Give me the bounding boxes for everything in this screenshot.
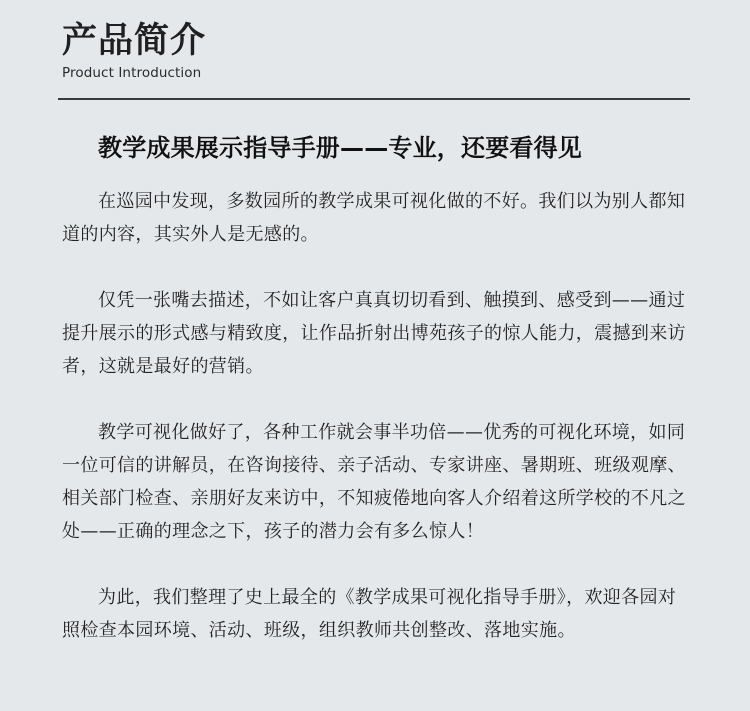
section-subtitle: Product Introduction: [62, 65, 202, 81]
article-heading: 教学成果展示指导手册——专业，还要看得见: [98, 134, 582, 162]
article-paragraph: 教学可视化做好了，各种工作就会事半功倍——优秀的可视化环境，如同一位可信的讲解员，在咨询接待、亲子活动、专家讲座、暑期班、班级观摩、相关部门检查、亲朋好友来访中，不知疲倦地向客人介绍着这所学校的不凡之处——正确的理念之下，孩子的潜力会有多么惊人！: [62, 422, 686, 542]
article-paragraph: 在巡园中发现，多数园所的教学成果可视化做的不好。我们以为别人都知道的内容，其实外人是无感的。: [62, 191, 686, 245]
article-paragraph: 为此，我们整理了史上最全的《教学成果可视化指导手册》，欢迎各园对照检查本园环境、活动、班级，组织教师共创整改、落地实施。: [62, 587, 677, 641]
article-paragraph: 仅凭一张嘴去描述，不如让客户真真切切看到、触摸到、感受到——通过提升展示的形式感与精致度，让作品折射出博苑孩子的惊人能力，震撼到来访者，这就是最好的营销。: [62, 290, 686, 377]
article-content: [62, 125, 690, 647]
section-header: [62, 18, 206, 82]
header-divider: [58, 98, 690, 100]
section-title: 产品简介: [62, 21, 207, 61]
